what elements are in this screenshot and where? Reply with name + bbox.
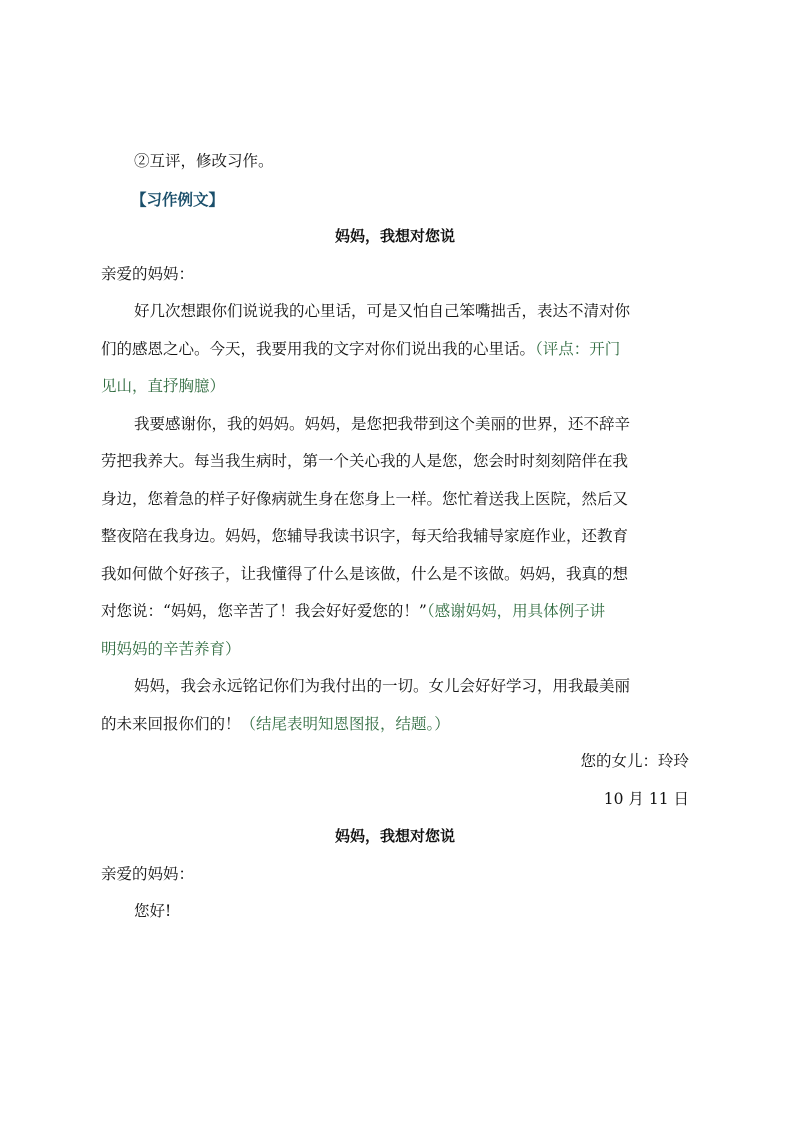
essay-1-greeting: 亲爱的妈妈：	[101, 264, 195, 283]
document-body	[101, 143, 689, 931]
essay-1-date: 10 月 11 日	[603, 789, 689, 808]
essay-1-comment-1b: 见山，直抒胸臆）	[101, 377, 226, 395]
essay-1-paragraph-1-line-1: 好几次想跟你们说说我的心里话，可是又怕自己笨嘴拙舌，表达不清对你	[134, 302, 631, 320]
section-heading	[101, 181, 689, 219]
essay-2-title: 妈妈，我想对您说	[334, 827, 455, 845]
essay-1-paragraph-2-line-4: 整夜陪在我身边。妈妈，您辅导我读书识字，每天给我辅导家庭作业，还教育	[101, 527, 629, 545]
essay-1-paragraph-2-text: 对您说：“妈妈，您辛苦了！我会好好爱您的！”	[101, 602, 427, 620]
essay-1-paragraph-3-text: 的未来回报你们的！	[101, 714, 241, 733]
essay-1-comment-1a: （评点：开门	[535, 339, 621, 358]
step-2-text: ②互评，修改习作。	[134, 152, 274, 170]
essay-1-paragraph-2-line-5: 我如何做个好孩子，让我懂得了什么是该做，什么是不该做。妈妈，我真的想	[101, 564, 629, 583]
essay-1-paragraph-2-line-1: 我要感谢你，我的妈妈。妈妈，是您把我带到这个美丽的世界，还不辞辛	[134, 414, 631, 433]
essay-1-comment-2a: （感谢妈妈，用具体例子讲	[426, 602, 606, 620]
essay-1-paragraph-1-line-2	[101, 331, 689, 369]
essay-1-comment-3: （结尾表明知恩图报，结题。）	[240, 714, 450, 733]
essay-1-paragraph-2-line-6	[101, 593, 689, 631]
essay-1-paragraph-3-line-1: 妈妈，我会永远铭记你们为我付出的一切。女儿会好好学习，用我最美丽	[134, 677, 631, 695]
essay-1-paragraph-2-line-2: 劳把我养大。每当我生病时，第一个关心我的人是您，您会时时刻刻陪伴在我	[101, 452, 629, 470]
section-label: 【习作例文】	[131, 189, 225, 209]
essay-1-signature: 您的女儿：玲玲	[580, 752, 689, 770]
essay-1-paragraph-1-text: 们的感恩之心。今天，我要用我的文字对你们说出我的心里话。	[101, 339, 536, 358]
essay-1-paragraph-2-line-3: 身边，您着急的样子好像病就生身在您身上一样。您忙着送我上医院，然后又	[101, 489, 629, 508]
essay-2-greeting: 亲爱的妈妈：	[101, 864, 195, 883]
essay-1-comment-2b: 明妈妈的辛苦养育）	[101, 639, 241, 658]
essay-1-paragraph-3-line-2	[101, 706, 689, 744]
essay-1-title: 妈妈，我想对您说	[334, 227, 455, 245]
essay-2-salutation: 您好!	[134, 902, 172, 920]
